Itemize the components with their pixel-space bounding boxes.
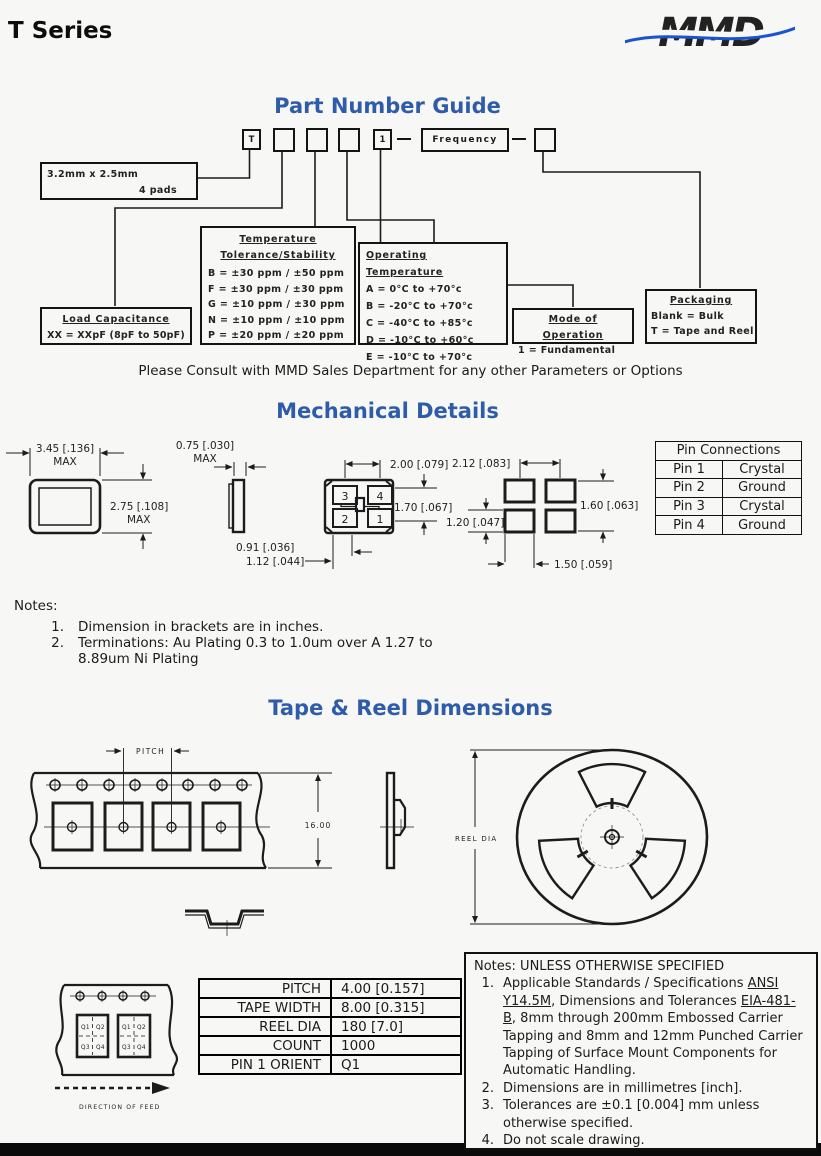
spec-label: PIN 1 ORIENT [199, 1055, 331, 1074]
pin-label: Pin 3 [656, 497, 723, 516]
table-row [199, 1017, 461, 1036]
operating-temp-item: E = -10°C to +70°c [366, 352, 473, 363]
dim-front-width: 3.45 [.136] [35, 443, 95, 455]
dim-side-width: 0.75 [.030] [175, 440, 235, 452]
pn-box-operating-temp [338, 128, 360, 152]
operating-temperature-box [358, 242, 508, 363]
temperature-item: B = ±30 ppm / ±50 ppm [208, 268, 345, 279]
pn-box-load-capacitance [273, 128, 295, 152]
dim-land-height: 1.20 [.047] [446, 517, 505, 529]
mmd-logo-graphic [625, 6, 795, 61]
packaging-title: Packaging [669, 295, 733, 306]
pn-dash [397, 138, 411, 140]
quadrant-label: Q3 [122, 1045, 131, 1051]
dim-side-d2: 1.12 [.044] [246, 556, 305, 568]
dim-max-label: MAX [193, 453, 217, 465]
operating-temp-item: C = -40°C to +85°c [366, 318, 473, 329]
pn-box-frequency: Frequency [421, 128, 509, 152]
quadrant-label: Q2 [96, 1025, 105, 1031]
tape-reel-title: Tape & Reel Dimensions [268, 696, 553, 720]
dim-land-pitch-y: 1.60 [.063] [580, 500, 639, 512]
dim-pad-pitch-y: 1.70 [.067] [394, 502, 453, 514]
quadrant-label: Q4 [137, 1045, 146, 1051]
note-text: Dimensions are in millimetres [inch]. [503, 1080, 743, 1096]
notes-label: Notes: [14, 598, 58, 614]
pocket-orientation-drawing [40, 975, 215, 1123]
list-item [474, 1080, 808, 1097]
note-text: Do not scale drawing. [503, 1133, 645, 1149]
note-text-part: Applicable Standards / Specifications [503, 976, 748, 992]
mmd-logo-text: MMD [658, 10, 762, 56]
operating-temperature-title: Operating Temperature [366, 250, 444, 278]
package-front-view-drawing [6, 448, 152, 549]
quadrant-label: Q2 [137, 1025, 146, 1031]
note-text: Terminations: Au Plating 0.3 to 1.0um over A 1.27 to 8.89um Ni Plating [78, 635, 433, 667]
operating-temp-item: D = -10°C to +60°c [366, 335, 474, 346]
pn-dash [512, 138, 526, 140]
pin-label: Pin 4 [656, 516, 723, 535]
table-row [199, 1036, 461, 1055]
dim-pad-pitch-x: 2.00 [.079] [390, 459, 449, 471]
dim-max-label: MAX [53, 456, 77, 468]
dim-land-width: 1.50 [.059] [554, 559, 613, 571]
list-item [42, 635, 494, 667]
reel-drawing [450, 725, 821, 940]
tape-reel-spec-table [198, 978, 462, 1075]
mode-of-operation-line: 1 = Fundamental [518, 345, 616, 356]
note-text-part: , 8mm through 200mm Embossed Carrier Tapping and 8mm and 12mm Punched Carrier Tapping of Surface Mount Components for Automatic Handling. [503, 1011, 803, 1079]
list-item [42, 619, 494, 635]
consult-note: Please Consult with MMD Sales Department for any other Parameters or Options [138, 363, 683, 379]
spec-value: 4.00 [0.157] [331, 979, 461, 998]
table-row [656, 479, 802, 498]
spec-label: REEL DIA [199, 1017, 331, 1036]
note-text: Tolerances are ±0.1 [0.004] mm unless otherwise specified. [503, 1098, 760, 1131]
dim-side-d1: 0.91 [.036] [236, 542, 295, 554]
part-number-guide-title: Part Number Guide [274, 94, 501, 118]
spec-label: PITCH [199, 979, 331, 998]
temperature-item: G = ±10 ppm / ±30 ppm [208, 299, 345, 310]
pad-number-3: 3 [341, 490, 349, 503]
packaging-box [645, 289, 757, 344]
pin-label: Pin 1 [656, 460, 723, 479]
note-text-part: , Dimensions and Tolerances [551, 993, 741, 1009]
note-text: Dimension in brackets are in inches. [78, 619, 324, 635]
spec-label: COUNT [199, 1036, 331, 1055]
mode-of-operation-title: Mode of Operation [542, 314, 604, 341]
pn-box-temperature [306, 128, 328, 152]
spec-value: 8.00 [0.315] [331, 998, 461, 1017]
note-number: 1. [51, 619, 64, 635]
note-number: 2. [51, 635, 64, 651]
tape-drawing [20, 740, 460, 940]
size-line1: 3.2mm x 2.5mm [47, 169, 139, 180]
mmd-logo [625, 6, 795, 61]
mechanical-notes [14, 598, 494, 667]
pin-function: Crystal [723, 497, 802, 516]
dim-land-pitch-x: 2.12 [.083] [452, 458, 511, 470]
spec-label: TAPE WIDTH [199, 998, 331, 1017]
table-row [656, 497, 802, 516]
table-row [199, 1055, 461, 1074]
operating-temp-item: B = -20°C to +70°c [366, 301, 474, 312]
standard-ansi: ANSI Y14.5M [503, 976, 779, 1009]
pn-box-mode: 1 [373, 129, 392, 150]
table-row [199, 979, 461, 998]
note-number: 1. [481, 976, 494, 992]
mode-of-operation-box [512, 308, 634, 356]
pad-number-4: 4 [376, 490, 384, 503]
tape-reel-notes-box [464, 952, 818, 1150]
table-row [199, 998, 461, 1017]
pin-connections-table [655, 441, 802, 535]
table-row [656, 460, 802, 479]
quadrant-label: Q4 [96, 1045, 105, 1051]
load-capacitance-line: XX = XXpF (8pF to 50pF) [47, 329, 185, 341]
note-number: 2. [481, 1080, 494, 1096]
spec-value: Q1 [331, 1055, 461, 1074]
pitch-dim-label: PITCH [136, 747, 166, 756]
dim-max-label: MAX [127, 514, 151, 526]
temperature-item: P = ±20 ppm / ±20 ppm [208, 330, 344, 341]
spec-value: 180 [7.0] [331, 1017, 461, 1036]
quadrant-label: Q1 [122, 1025, 131, 1031]
temperature-item: F = ±30 ppm / ±30 ppm [208, 283, 344, 295]
mechanical-details-title: Mechanical Details [276, 399, 499, 423]
list-item [474, 975, 808, 1079]
temperature-title1: Temperature [239, 234, 317, 245]
pn-box-series: T [242, 129, 261, 150]
pin-table-header: Pin Connections [656, 442, 802, 461]
table-row [656, 516, 802, 535]
reel-dia-label: REEL DIA [455, 835, 498, 843]
pn-box-packaging [534, 128, 556, 152]
land-pattern-drawing [468, 459, 614, 568]
size-callout-box [40, 162, 198, 200]
list-item [474, 1132, 808, 1149]
temperature-item: N = ±10 ppm / ±10 ppm [208, 314, 345, 326]
quadrant-label: Q3 [81, 1045, 90, 1051]
size-line2: 4 pads [139, 184, 177, 196]
pin-function: Crystal [723, 460, 802, 479]
notes-box-header: Notes: UNLESS OTHERWISE SPECIFIED [474, 959, 725, 974]
temperature-tolerance-box [200, 226, 356, 345]
spec-value: 1000 [331, 1036, 461, 1055]
temperature-title2: Tolerance/Stability [220, 249, 336, 261]
list-item [474, 1097, 808, 1132]
pad-number-2: 2 [341, 513, 349, 526]
dim-front-height: 2.75 [.108] [110, 501, 169, 513]
tape-height-dim: 16.00 [304, 821, 332, 830]
note-number: 4. [481, 1133, 494, 1149]
quadrant-label: Q1 [81, 1025, 90, 1031]
direction-of-feed-label: DIRECTION OF FEED [79, 1104, 161, 1111]
note-number: 3. [481, 1098, 494, 1114]
packaging-line1: Blank = Bulk [651, 310, 724, 322]
pin-label: Pin 2 [656, 479, 723, 498]
pin-function: Ground [723, 479, 802, 498]
note-text [503, 975, 808, 1079]
pin-function: Ground [723, 516, 802, 535]
load-capacitance-box [40, 307, 192, 345]
pad-number-1: 1 [376, 513, 384, 526]
page-title: T Series [8, 18, 113, 44]
load-capacitance-title: Load Capacitance [62, 314, 170, 325]
packaging-line2: T = Tape and Reel [651, 326, 754, 337]
operating-temp-item: A = 0°C to +70°c [366, 284, 462, 295]
standard-eia: EIA-481-B [503, 993, 796, 1027]
